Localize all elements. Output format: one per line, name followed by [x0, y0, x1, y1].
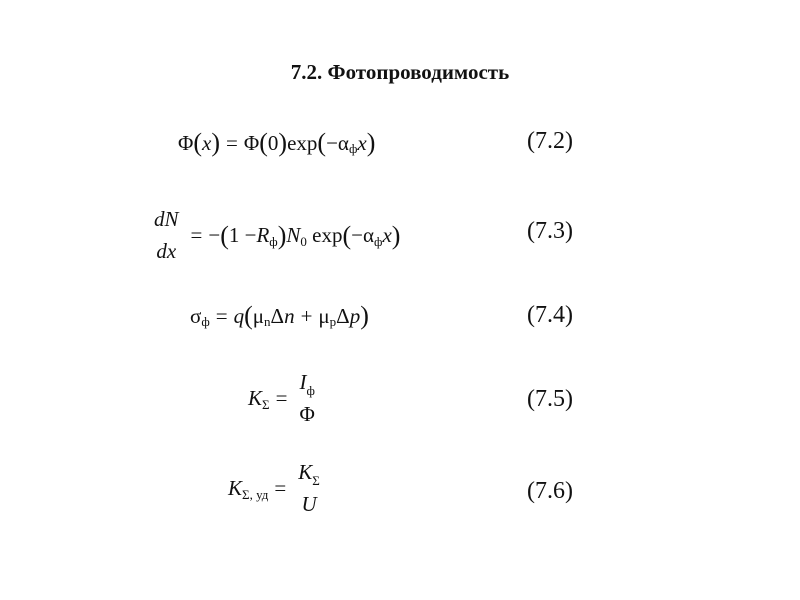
- equation-number-7-2: (7.2): [527, 128, 573, 154]
- fraction-dN-dx: dN dx: [154, 207, 179, 263]
- equation-7-4: σ $_ф$ = q ( μ $_n$ Δ n + μ $_p$ Δ p ): [190, 301, 369, 330]
- equation-7-2: Φ ( x ) = Φ ( 0 ) exp ( −α $_ф$ x ): [178, 128, 376, 157]
- equation-7-6: K $_{\Sigma, уд}$ = $K_\Sigma$ U: [228, 460, 320, 516]
- equation-7-5: K $_\Sigma$ = $I_ф$ Φ: [248, 370, 315, 426]
- n-subscript: n: [264, 314, 271, 329]
- sigma-subscript: Σ: [312, 473, 320, 488]
- phi-subscript: ф: [201, 314, 210, 329]
- sigma-subscript: Σ: [262, 396, 270, 412]
- fraction-K-U: $K_\Sigma$ U: [298, 460, 320, 516]
- page-title: 7.2. Фотопроводимость: [290, 60, 510, 84]
- fraction-I-phi: $I_ф$ Φ: [299, 370, 315, 426]
- equation-number-7-6: (7.6): [527, 478, 573, 504]
- sigma-ud-subscript: Σ, уд: [242, 486, 269, 502]
- equation-number-7-3: (7.3): [527, 218, 573, 244]
- zero-subscript: 0: [300, 233, 307, 249]
- phi-subscript: ф: [374, 233, 383, 249]
- phi-subscript: ф: [269, 233, 278, 249]
- equation-7-3: dN dx = − ( 1 − R $_ф$ ) N $_0$ exp ( −α $_ф$ x ): [154, 207, 401, 263]
- equation-number-7-5: (7.5): [527, 386, 573, 412]
- equation-number-7-4: (7.4): [527, 302, 573, 328]
- p-subscript: p: [329, 314, 337, 329]
- phi-subscript: ф: [306, 383, 315, 398]
- phi-subscript: ф: [348, 141, 358, 156]
